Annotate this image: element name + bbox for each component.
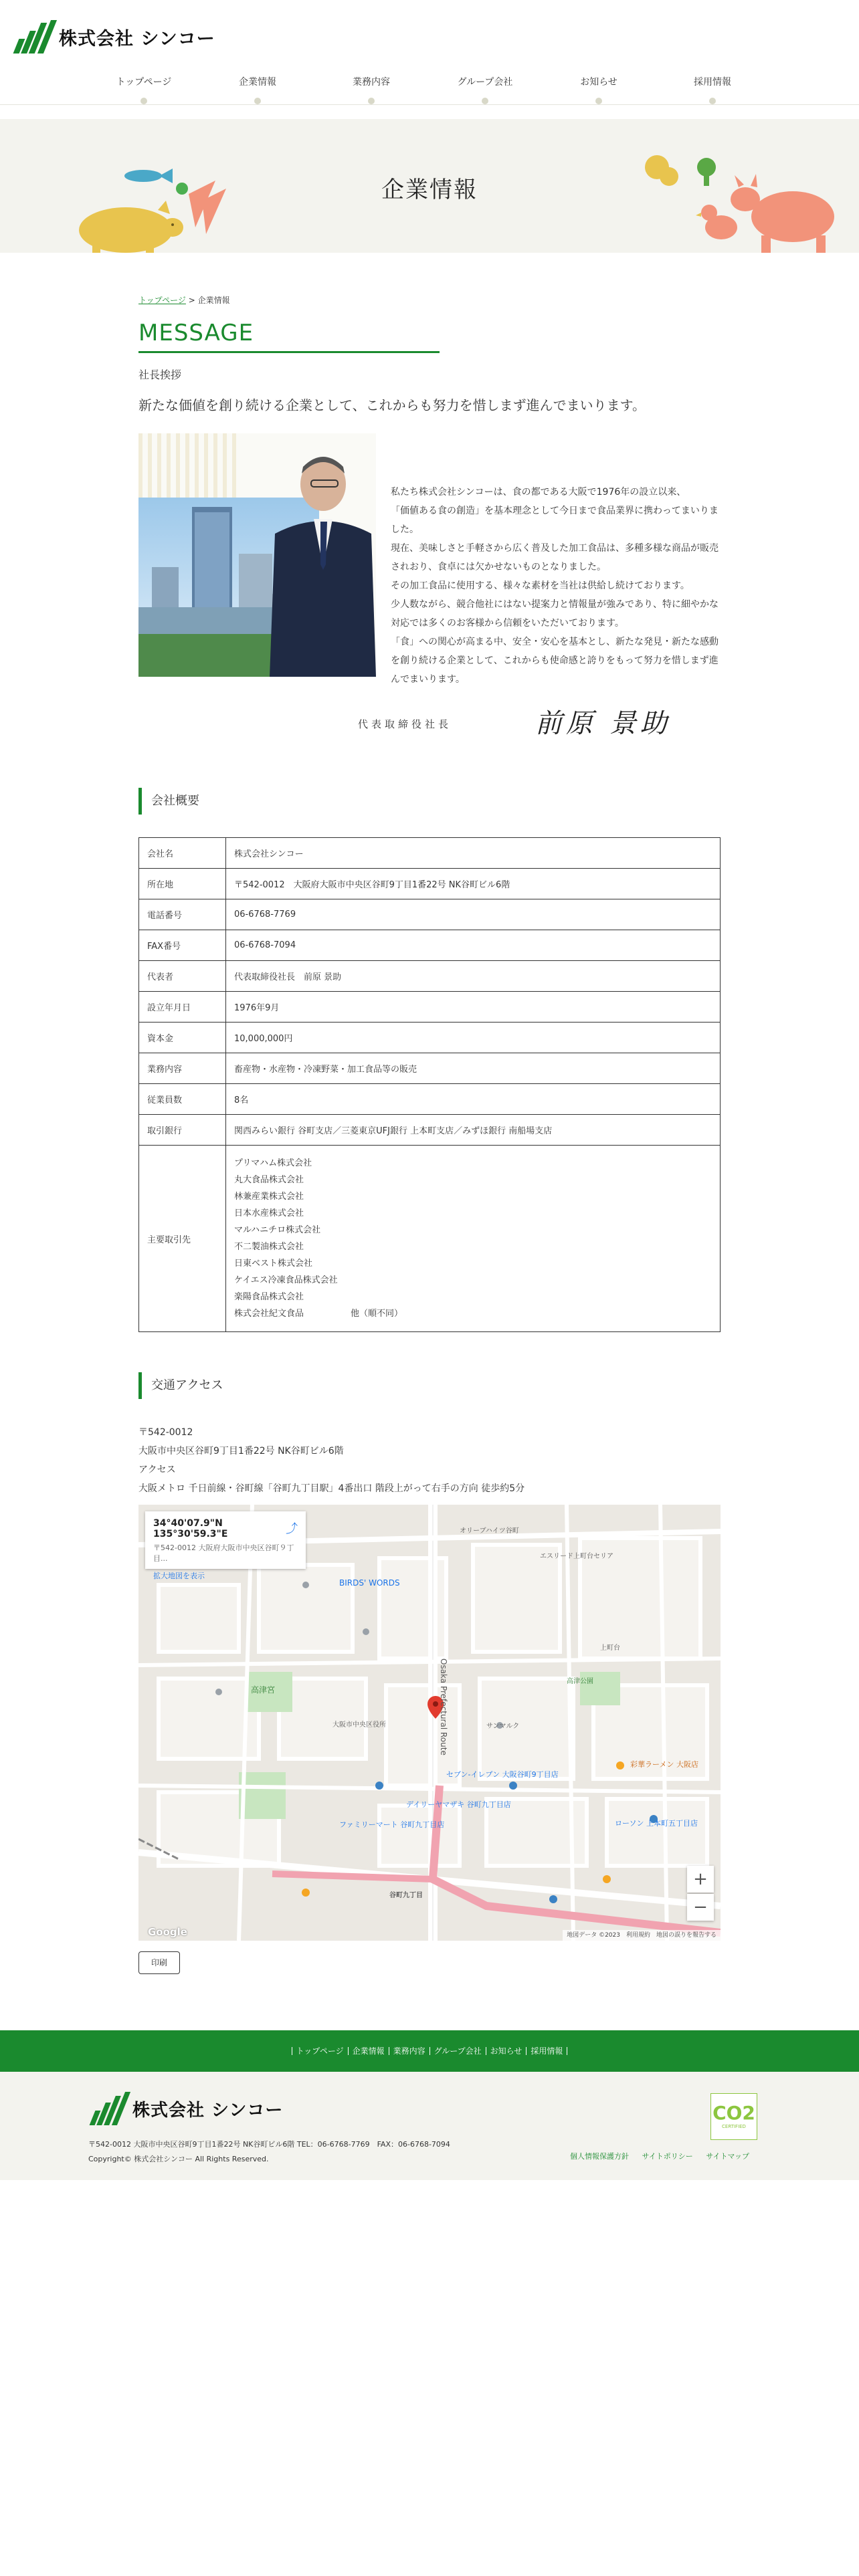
- row-label: 主要取引先: [139, 1146, 226, 1332]
- company-heading: 会社概要: [138, 788, 199, 815]
- privacy-policy-link[interactable]: 個人情報保護方針: [570, 2152, 629, 2161]
- footer-nav-business[interactable]: 業務内容: [389, 2047, 430, 2055]
- map-label: ファミリーマート 谷町九丁目店: [339, 1820, 445, 1829]
- page-title: 企業情報: [381, 177, 478, 203]
- access-label: アクセス: [138, 1465, 176, 1475]
- footer-links: [559, 2151, 749, 2161]
- co2-badge-sub: CERTIFIED: [722, 2124, 746, 2129]
- co2-badge: [710, 2093, 757, 2140]
- row-label: 業務内容: [139, 1053, 226, 1084]
- row-label: FAX番号: [139, 930, 226, 961]
- nav-top[interactable]: [87, 75, 201, 88]
- map-label: デイリーヤマザキ 谷町九丁目店: [406, 1800, 511, 1809]
- footer-copyright: Copyright© 株式会社シンコー All Rights Reserved.: [88, 2155, 269, 2163]
- logo-text: 株式会社 シンコー: [132, 2100, 284, 2121]
- table-row: [139, 1146, 721, 1332]
- message-paragraph: 「価値ある食の創造」を基本理念として今日まで食品業界に携わってまいりました。: [391, 506, 719, 535]
- nav-business[interactable]: [314, 75, 428, 88]
- header-divider: [0, 104, 859, 105]
- nav-group[interactable]: [428, 75, 542, 88]
- list-item: 日東ベスト株式会社: [234, 1259, 313, 1269]
- footer-nav-news[interactable]: お知らせ: [486, 2047, 527, 2055]
- list-item: 日本水産株式会社: [234, 1208, 304, 1218]
- footer-nav-top[interactable]: トップページ: [292, 2047, 348, 2055]
- row-value: 畜産物・水産物・冷凍野菜・加工食品等の販売: [226, 1053, 721, 1084]
- nav-label: 企業情報: [239, 77, 276, 88]
- nav-dot-icon: [368, 98, 375, 104]
- nav-recruit[interactable]: [656, 75, 769, 88]
- nav-label: 採用情報: [694, 77, 731, 88]
- zoom-in-button[interactable]: +: [687, 1866, 714, 1893]
- table-row: [139, 838, 721, 869]
- directions-icon[interactable]: ⤴: [286, 1522, 298, 1536]
- breadcrumb: [138, 294, 230, 306]
- message-paragraph: 現在、美味しさと手軽さから広く普及した加工食品は、多種多様な商品が販売されおり、食卓には欠かせないものとなりました。: [391, 543, 719, 572]
- logo-mark-icon: [88, 2092, 126, 2125]
- footer-address: 〒542-0012 大阪市中央区谷町9丁目1番22号 NK谷町ビル6階 TEL：06-6768-7769 FAX：06-6768-7094: [88, 2140, 450, 2149]
- map-label: BIRDS' WORDS: [339, 1578, 400, 1588]
- site-policy-link[interactable]: サイトポリシー: [642, 2152, 693, 2161]
- table-row: [139, 1023, 721, 1053]
- table-row: [139, 992, 721, 1023]
- footer-logo[interactable]: [88, 2092, 283, 2125]
- nav-dot-icon: [709, 98, 716, 104]
- message-subheading: 社長挨拶: [138, 368, 182, 381]
- president-photo: [138, 433, 376, 677]
- page-hero: [0, 119, 859, 253]
- map-label: セブン-イレブン 大阪谷町9丁目店: [446, 1770, 559, 1779]
- list-item: 丸大食品株式会社: [234, 1175, 304, 1185]
- access-heading: 交通アクセス: [138, 1372, 223, 1399]
- table-row: [139, 899, 721, 930]
- nav-company[interactable]: [201, 75, 314, 88]
- table-row: [139, 930, 721, 961]
- row-value: [226, 1146, 721, 1332]
- row-value: 関西みらい銀行 谷町支店／三菱東京UFJ銀行 上本町支店／みずほ銀行 南船場支店: [226, 1115, 721, 1146]
- message-heading-underline: [138, 351, 440, 353]
- nav-news[interactable]: [542, 75, 656, 88]
- access-route: 大阪メトロ 千日前線・谷町線「谷町九丁目駅」4番出口 階段上がって右手の方向 徒歩約5分: [138, 1483, 525, 1494]
- site-footer: [0, 2072, 859, 2180]
- nav-label: トップページ: [116, 77, 172, 88]
- footer-nav-company[interactable]: 企業情報: [348, 2047, 389, 2055]
- list-item: ケイエス冷凍食品株式会社: [234, 1275, 338, 1285]
- list-item: 林兼産業株式会社: [234, 1192, 304, 1202]
- company-table: [138, 837, 721, 1332]
- cow-illustration-icon: [729, 171, 843, 253]
- footer-nav-recruit[interactable]: 採用情報: [526, 2047, 567, 2055]
- nav-label: グループ会社: [457, 77, 513, 88]
- access-address: 大阪市中央区谷町9丁目1番22号 NK谷町ビル6階: [138, 1446, 344, 1457]
- row-value: 〒542-0012 大阪府大阪市中央区谷町9丁目1番22号 NK谷町ビル6階: [226, 869, 721, 899]
- row-value: 10,000,000円: [226, 1023, 721, 1053]
- map-label: 谷町九丁目: [389, 1892, 423, 1899]
- table-row: [139, 961, 721, 992]
- breadcrumb-current: 企業情報: [197, 296, 230, 305]
- co2-badge-text: CO2: [712, 2102, 755, 2124]
- logo-text: 株式会社 シンコー: [59, 28, 215, 49]
- row-value: 1976年9月: [226, 992, 721, 1023]
- breadcrumb-separator: >: [188, 296, 195, 305]
- message-paragraph: 「食」への関心が高まる中、安全・安心を基本とし、新たな発見・新たな感動を創り続ける企業として、これからも使命感と誇りをもって努力を惜しまず進んでまいります。: [391, 637, 719, 685]
- signature-title: 代表取締役社長: [358, 718, 452, 730]
- client-note: 他（順不同）: [351, 1309, 403, 1319]
- table-row: [139, 1084, 721, 1115]
- map-label: エスリード上町台セリア: [540, 1553, 613, 1560]
- print-button[interactable]: 印刷: [138, 1951, 180, 1974]
- map-label: 高津宮: [251, 1685, 276, 1695]
- pig-illustration-icon: [72, 198, 186, 253]
- client-name: 株式会社紀文食品: [234, 1309, 304, 1319]
- breadcrumb-home[interactable]: トップページ: [138, 296, 186, 305]
- google-logo: Google: [148, 1926, 187, 1938]
- message-paragraph: その加工食品に使用する、様々な素材を当社は供給し続けております。: [391, 580, 690, 591]
- row-label: 取引銀行: [139, 1115, 226, 1146]
- global-nav: [87, 75, 769, 88]
- map-address: 〒542-0012 大阪府大阪市中央区谷町９丁目...: [153, 1543, 294, 1563]
- president-photo-image: [138, 433, 376, 677]
- row-value: 株式会社シンコー: [226, 838, 721, 869]
- signature-name: 前原 景助: [535, 708, 671, 739]
- message-paragraph: 少人数ながら、競合他社にはない提案力と情報量が強みであり、特に細やかな対応では多くのお客様から信頼をいただいております。: [391, 599, 719, 629]
- nav-label: お知らせ: [580, 77, 617, 88]
- footer-nav-group[interactable]: グループ会社: [430, 2047, 486, 2055]
- nav-dot-icon: [254, 98, 261, 104]
- map-label: 高津公園: [567, 1678, 593, 1685]
- svg-text:Osaka Prefectural Route: Osaka Prefectural Route: [439, 1658, 448, 1755]
- row-label: 所在地: [139, 869, 226, 899]
- message-paragraph: 私たち株式会社シンコーは、食の都である大阪で1976年の設立以来、: [391, 487, 686, 498]
- access-info: [138, 1423, 524, 1498]
- map-info-card: [145, 1511, 306, 1580]
- row-value: 06-6768-7094: [226, 930, 721, 961]
- map-coordinates: 34°40'07.9"N 135°30'59.3"E: [153, 1518, 228, 1539]
- site-header: [0, 0, 859, 107]
- larger-map-link[interactable]: 拡大地図を表示: [153, 1572, 205, 1580]
- footer-nav: [0, 2030, 859, 2072]
- nav-dot-icon: [595, 98, 602, 104]
- nav-dot-icon: [482, 98, 488, 104]
- list-item: マルハニチロ株式会社: [234, 1225, 321, 1235]
- nav-label: 業務内容: [353, 77, 390, 88]
- sitemap-link[interactable]: サイトマップ: [706, 2152, 750, 2161]
- table-row: [139, 1115, 721, 1146]
- table-row: [139, 869, 721, 899]
- footer-address-block: [88, 2137, 450, 2167]
- list-item: 楽陽食品株式会社: [234, 1292, 304, 1302]
- map-label: オリーブハイツ谷町: [460, 1527, 519, 1535]
- message-heading: MESSAGE: [138, 320, 254, 346]
- row-value: 8名: [226, 1084, 721, 1115]
- row-value: 06-6768-7769: [226, 899, 721, 930]
- row-label: 会社名: [139, 838, 226, 869]
- logo-mark-icon: [12, 20, 52, 53]
- site-logo[interactable]: [12, 20, 215, 53]
- list-item: 不二製油株式会社: [234, 1242, 304, 1252]
- table-row: [139, 1053, 721, 1084]
- vegetables-illustration-icon: [642, 152, 723, 206]
- access-postal: 〒542-0012: [138, 1427, 193, 1438]
- message-body: [391, 483, 720, 689]
- map-label: 大阪市中央区役所: [332, 1721, 386, 1729]
- row-label: 従業員数: [139, 1084, 226, 1115]
- row-label: 資本金: [139, 1023, 226, 1053]
- row-label: 電話番号: [139, 899, 226, 930]
- map-label: 上町台: [600, 1644, 620, 1652]
- map-label: 彩華ラーメン 大阪店: [630, 1760, 698, 1769]
- nav-dot-icon: [140, 98, 147, 104]
- row-value: 代表取締役社長 前原 景助: [226, 961, 721, 992]
- row-label: 設立年月日: [139, 992, 226, 1023]
- map-label: サンマルク: [486, 1723, 520, 1730]
- client-list: [234, 1146, 712, 1331]
- list-item: プリマハム株式会社: [234, 1158, 312, 1168]
- google-map[interactable]: [138, 1505, 721, 1941]
- row-label: 代表者: [139, 961, 226, 992]
- list-item: [234, 1305, 712, 1322]
- message-lead: 新たな価値を創り続ける企業として、これからも努力を惜しまず進んでまいります。: [138, 397, 646, 413]
- map-label: ローソン 上本町五丁目店: [615, 1819, 698, 1828]
- zoom-out-button[interactable]: −: [687, 1894, 714, 1921]
- map-attribution[interactable]: 地図データ ©2023 利用規約 地図の誤りを報告する: [563, 1930, 721, 1941]
